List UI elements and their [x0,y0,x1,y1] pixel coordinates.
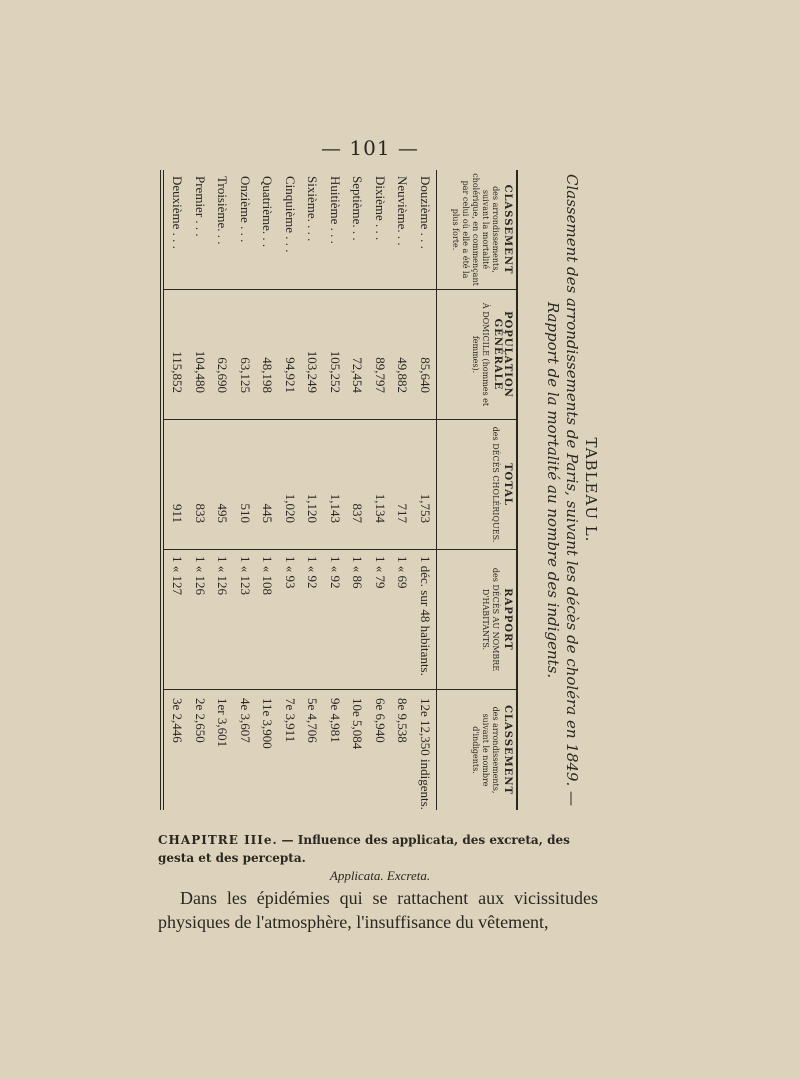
cell-ratio: 1 déc. sur 48 habitants. [418,556,433,676]
page-number: — 101 — [321,136,419,160]
cell-deaths: 1,143 [328,493,343,523]
cell-rank: Huitième . . . [328,176,343,244]
cell-indigents: 1er 3,601 [215,698,231,748]
cell-indigents: 4e 3,607 [238,698,253,743]
cell-population: 103,249 [305,350,321,393]
cell-indigents: 5e 4,706 [305,698,321,743]
column-ratio [164,550,516,690]
column-header: CLASSEMENT des arrondissements, suivant le nombre d'indigents. [436,690,516,810]
cell-ratio: 1 « 93 [283,556,298,589]
column-header: RAPPORT des DÉCÈS AU NOMBRE D'HABITANTS. [436,550,516,689]
column-header: TOTAL des DÉCÈS CHOLÉRIQUES. [436,420,516,549]
cell-population: 63,125 [238,357,253,393]
column-deaths [164,420,516,550]
section-subtitle: Applicata. Excreta. [329,868,431,883]
cell-indigents: 7e 3,911 [283,698,298,743]
column-population [164,290,516,420]
cell-rank: Deuxième . . . [170,176,186,249]
cell-deaths: 495 [215,503,231,523]
cell-rank: Dixième . . . [373,176,388,241]
cell-indigents: 10e 5,084 [350,698,366,750]
cell-ratio: 1 « 126 [193,556,208,595]
cell-population: 105,252 [328,350,343,393]
cell-indigents: 3e 2,446 [170,698,186,743]
cell-population: 72,454 [350,357,366,393]
cell-population: 62,690 [215,357,231,393]
cell-rank: Troisième. . . [215,176,231,245]
cell-rank: Quatrième. . . [260,176,276,248]
cell-indigents: 2e 2,650 [193,698,208,743]
body-text [158,886,598,934]
cell-deaths: 837 [350,503,366,523]
cell-rank: Septième. . . [350,176,366,241]
cell-ratio: 1 « 86 [350,556,366,589]
cell-population: 94,921 [283,357,298,393]
rotated-table [160,170,600,810]
cell-ratio: 1 « 108 [260,556,276,595]
cell-population: 89,797 [373,357,388,393]
cell-indigents: 8e 9,538 [395,698,411,743]
chapter-subject: — Influence des applicata, des excreta, des gesta et des percepta. [158,833,570,865]
data-table [160,170,518,810]
column-header: POPULATION GÉNÉRALE À DOMICILE (hommes et femmes). [436,290,516,419]
cell-indigents: 6e 6,940 [373,698,388,743]
cell-deaths: 1,753 [418,493,433,523]
chapter-title [158,831,598,867]
cell-deaths: 510 [238,503,253,523]
cell-deaths: 1,134 [373,493,388,523]
cell-deaths: 717 [395,503,411,523]
cell-deaths: 1,020 [283,493,298,523]
cell-rank: Premier . . . [193,176,208,237]
cell-population: 85,640 [418,357,433,393]
column-rank [164,170,516,290]
cell-rank: Cinquième . . . [283,176,298,253]
column-indigents [164,690,516,810]
column-header: CLASSEMENT des arrondissements, suivant la mortalité cholérique, en commençant par celui où elle a été la plus forte. [436,170,516,289]
cell-ratio: 1 « 79 [373,556,388,589]
paragraph: Dans les épidémies qui se rattachent aux vicissitudes physiques de l'atmosphère, l'insuffisance du vêtement, [158,888,598,932]
cell-rank: Neuvième. . . [395,176,411,246]
cell-ratio: 1 « 123 [238,556,253,595]
cell-ratio: 1 « 127 [170,556,186,595]
cell-rank: Onzième . . . [238,176,253,243]
cell-population: 48,198 [260,357,276,393]
chapter-heading: CHAPITRE IIIe. [158,833,278,847]
cell-population: 104,480 [193,350,208,393]
table-name: TABLEAU L. [582,437,600,543]
cell-indigents: 12e 12,350 indigents. [418,698,433,810]
cell-rank: Sixième. . . . [305,176,321,242]
cell-deaths: 445 [260,503,276,523]
cell-population: 49,882 [395,357,411,393]
cell-ratio: 1 « 69 [395,556,411,589]
cell-ratio: 1 « 92 [328,556,343,589]
cell-indigents: 9e 4,981 [328,698,343,743]
cell-ratio: 1 « 92 [305,556,321,589]
cell-deaths: 1,120 [305,493,321,523]
rotated-table-region [160,170,600,810]
cell-deaths: 911 [170,503,186,523]
cell-indigents: 11e 3,900 [260,698,276,749]
cell-deaths: 833 [193,503,208,523]
cell-population: 115,852 [170,351,186,393]
cell-ratio: 1 « 126 [215,556,231,595]
table-caption-text: Classement des arrondissements de Paris, suivant les décès de choléra en 1849. — Rapport de la mortalité au nombre des indigents. [544,173,581,806]
table-caption [543,170,600,810]
cell-rank: Douzième . . . [418,176,433,249]
